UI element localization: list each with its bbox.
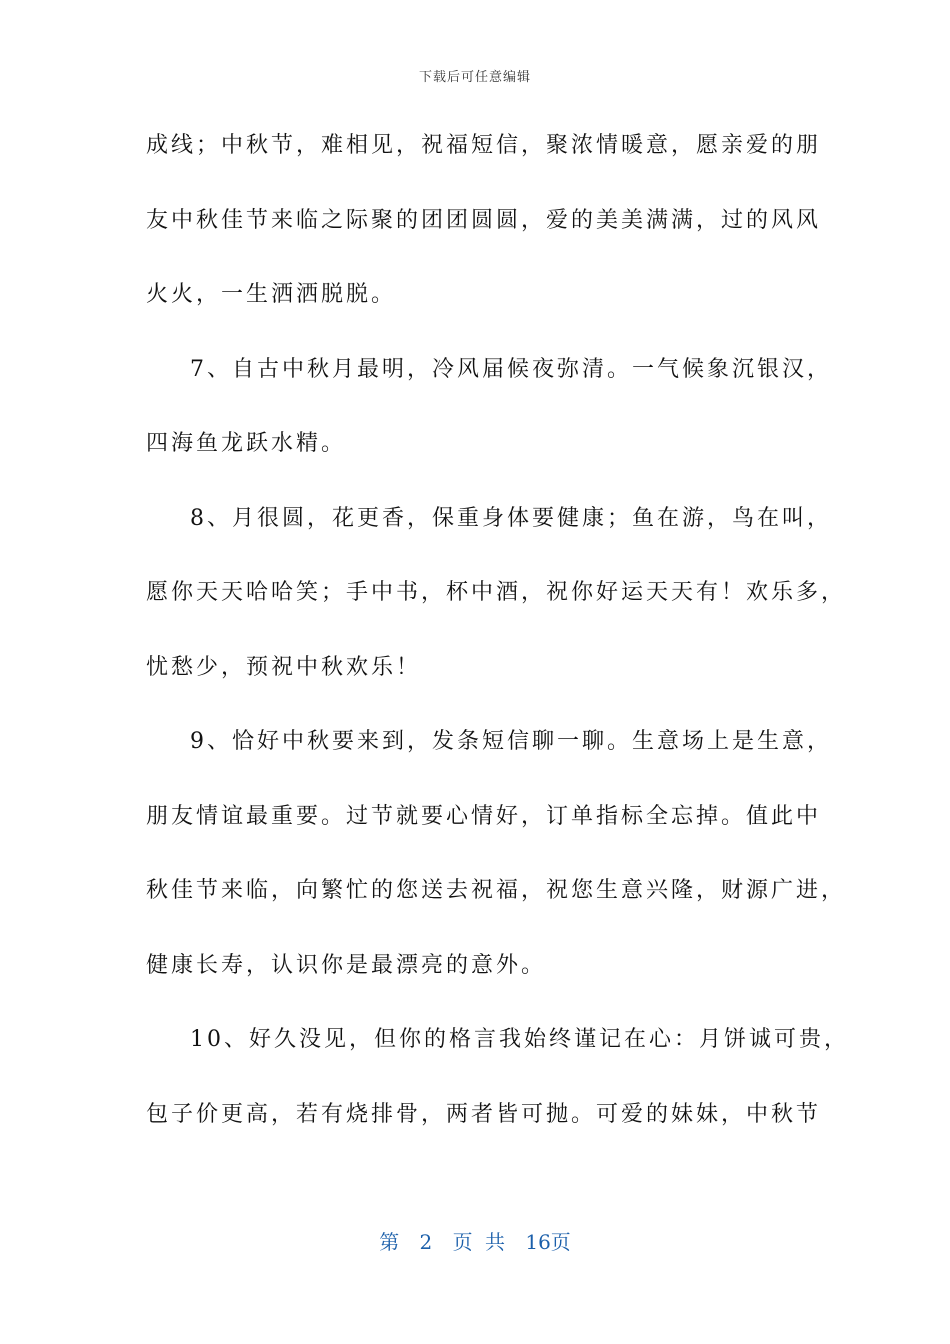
header-note: 下载后可任意编辑 [418,70,531,85]
text-line: 忧愁少，预祝中秋欢乐！ [146,654,422,680]
paragraph-7-start: 7、自古中秋月最明，冷风届候夜弥清。一气候象沉银汉， [190,356,832,382]
text-line: 四海鱼龙跃水精。 [146,431,347,456]
text-line: 友中秋佳节来临之际聚的团团圆圆，爱的美美满满，过的风风 [146,207,822,233]
document-body [146,124,849,1167]
text-line: 包子价更高，若有烧排骨，两者皆可抛。可爱的妹妹，中秋节 [146,1101,822,1127]
paragraph-10-start: 10、好久没见，但你的格言我始终谨记在心：月饼诚可贵， [190,1027,849,1052]
text-line: 健康长寿，认识你是最漂亮的意外。 [146,952,547,978]
total-pages: 16页 [525,1230,571,1254]
paragraph-8-start: 8、月很圆，花更香，保重身体要健康；鱼在游，鸟在叫， [190,505,832,531]
text-line: 秋佳节来临，向繁忙的您送去祝福，祝您生意兴隆，财源广进， [146,878,847,903]
page-label-middle: 页 共 [452,1230,505,1254]
page-number-footer [0,1226,950,1255]
current-page-number: 2 [419,1230,433,1254]
text-line: 朋友情谊最重要。过节就要心情好，订单指标全忘掉。值此中 [146,803,822,829]
text-line: 火火，一生洒洒脱脱。 [146,282,397,307]
text-line: 成线；中秋节，难相见，祝福短信，聚浓情暖意，愿亲爱的朋 [146,133,822,158]
paragraph-9-start: 9、恰好中秋要来到，发条短信聊一聊。生意场上是生意， [190,729,832,754]
page-label-prefix: 第 [379,1230,400,1254]
text-line: 愿你天天哈哈笑；手中书，杯中酒，祝你好运天天有！欢乐多， [146,580,847,605]
